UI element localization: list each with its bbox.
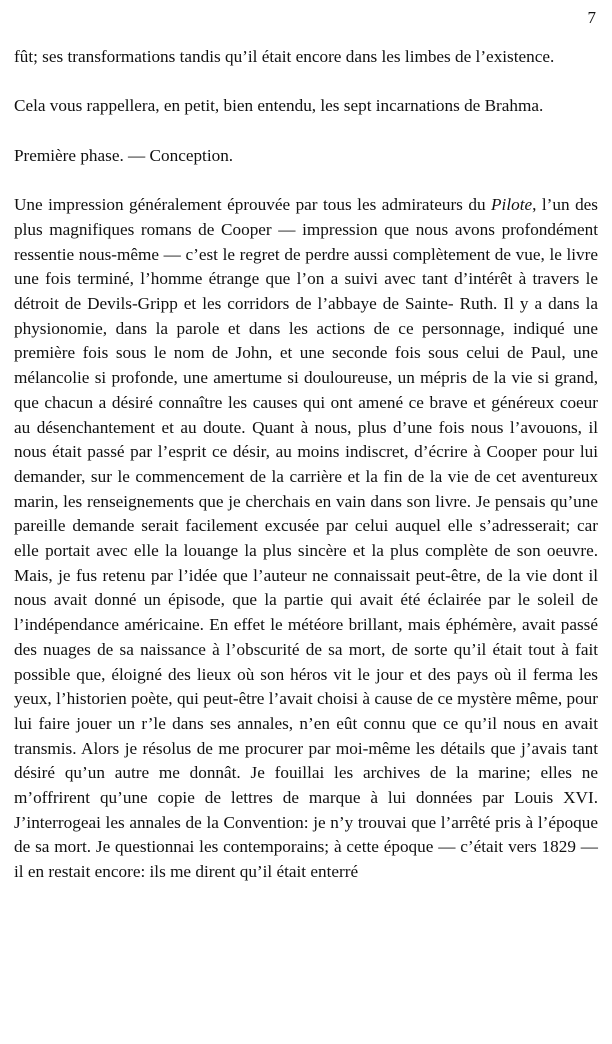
page-number: 7 bbox=[587, 8, 596, 27]
page-body bbox=[14, 45, 598, 885]
paragraph-continuation: fût; ses transformations tandis qu’il était encore dans les limbes de l’existence. bbox=[14, 47, 555, 66]
paragraph-brahma: Cela vous rappellera, en petit, bien entendu, les sept incarnations de Brahma. bbox=[14, 96, 544, 116]
paragraph-main-start: Une impression généralement éprouvée par tous les admirateurs du bbox=[14, 195, 492, 215]
novel-title-pilote: Pilote bbox=[491, 195, 533, 215]
paragraph-main bbox=[14, 193, 598, 885]
paragraph-main-rest: , l’un des plus magnifiques romans de Cooper — impression que nous avons profondément ressentie nous-même — c’est le regret de perdre aussi complètement de vue, le livre une fois terminé, l’homme étrange que l’on a suivi avec tant d’intérêt à travers le détroit de Devils-Gripp et les corridors de l’abbaye de Sainte- Ruth. Il y a dans la physionomie, dans la parole et dans les actions de ce personnage, indiqué une première fois sous le nom de John, et une seconde fois sous celui de Paul, une mélancolie si profonde, une amertume si douloureuse, un mépris de la vie si grand, que chacun a désiré connaître les causes qui ont amené ce brave et généreux coeur au désenchantement et au doute. Quant à nous, plus d’une fois nous l’avouons, il nous était passé par l’esprit ce désir, au moins indiscret, d’écrire à Cooper pour lui demander, sur le commencement de la carrière et la fin de la vie de cet aventureux marin, les renseignements que je cherchais en vain dans son livre. Je pensais qu’une pareille demande serait facilement excusée par celui auquel elle s’adresserait; car elle portait avec elle la louange la plus sincère et la plus complète de son oeuvre. Mais, je fus retenu par l’idée que l’auteur ne connaissait peut-être, de la vie dont il nous avait donné un épisode, que la partie qui avait été éclairée par le soleil de l’indépendance américaine. En effet le météore brillant, mais éphémère, avait passé des nuages de sa naissance à l’obscurité de sa mort, de sorte qu’il était tout à fait possible que, éloigné des lieux où son héros vit le jour et des pays où il ferma les yeux, l’historien poète, qui peut-être l’avait choisi à cause de ce mystère même, pour lui faire jouer un r’le dans ses annales, n’en eût connu que ce qu’il nous en avait transmis. Alors je résolus de me procurer par moi-même les détails que j’avais tant désiré qu’un autre me donnât. Je fouillai les archives de la marine; elles ne m’offrirent qu’une copie de lettres de marque à lui données par Louis XVI. J’interrogeai les annales de la Convention: je n’y trouvai que l’arrêté pris à l’époque de sa mort. Je questionnai les contemporains; à cette époque — c’était vers 1829 — il en restait encore: ils me dirent qu’il était enterré bbox=[14, 195, 598, 882]
section-heading-phase-one: Première phase. — Conception. bbox=[14, 145, 234, 165]
